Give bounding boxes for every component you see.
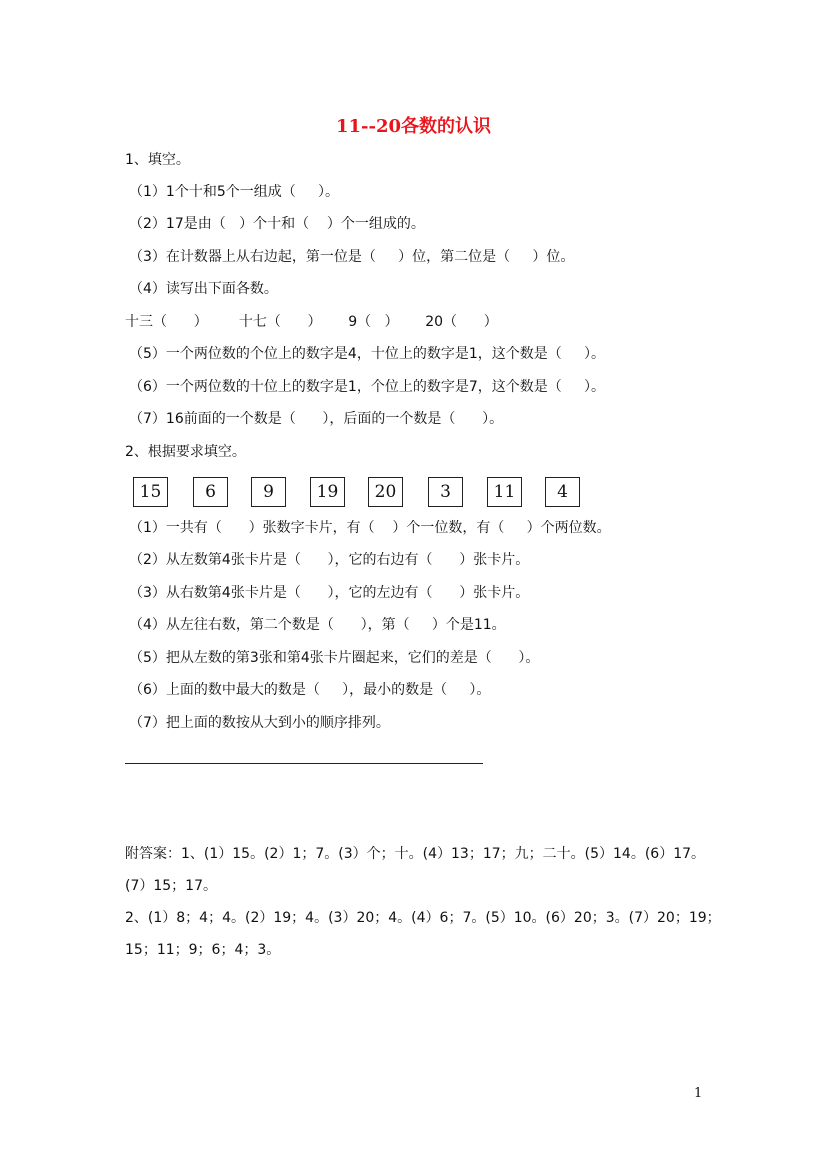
number-card: 15 <box>133 477 168 507</box>
answer-key-line: 2、(1）8；4；4。(2）19；4。(3）20；4。(4）6；7。(5）10。(6）20；3。(7）20；19； <box>125 910 721 926</box>
question-1-4-numbers: 十三（ ） 十七（ ） 9（ ） 20（ ） <box>125 314 498 330</box>
number-card: 19 <box>310 477 345 507</box>
number-card: 6 <box>193 477 228 507</box>
number-card: 4 <box>545 477 580 507</box>
answer-underline <box>125 763 483 764</box>
answer-key-line: 附答案：1、(1）15。(2）1；7。(3）个；十。(4）13；17；九；二十。(5）14。(6）17。 <box>125 846 706 862</box>
answer-key-line: 15；11；9；6；4；3。 <box>125 942 281 958</box>
question-2-4: （4）从左往右数，第二个数是（ ），第（ ）个是11。 <box>129 617 506 633</box>
question-2-3: （3）从右数第4张卡片是（ ），它的左边有（ ）张卡片。 <box>129 585 530 601</box>
answer-key-line: (7）15；17。 <box>125 878 217 894</box>
question-1-1: （1）1个十和5个一组成（ ）。 <box>129 184 339 200</box>
question-2-6: （6）上面的数中最大的数是（ ），最小的数是（ ）。 <box>129 682 491 698</box>
question-2-7: （7）把上面的数按从大到小的顺序排列。 <box>129 715 390 731</box>
question-1-7: （7）16前面的一个数是（ ），后面的一个数是（ ）。 <box>129 411 504 427</box>
question-1-6: （6）一个两位数的十位上的数字是1，个位上的数字是7，这个数是（ ）。 <box>129 379 605 395</box>
section-1-heading: 1、填空。 <box>125 152 190 168</box>
question-1-4: （4）读写出下面各数。 <box>129 281 278 297</box>
number-card: 20 <box>368 477 403 507</box>
question-2-5: （5）把从左数的第3张和第4张卡片圈起来，它们的差是（ ）。 <box>129 650 540 666</box>
page-number: 1 <box>694 1086 703 1101</box>
question-1-3: （3）在计数器上从右边起，第一位是（ ）位，第二位是（ ）位。 <box>129 249 575 265</box>
page-title: 11--20各数的认识 <box>335 116 492 137</box>
question-2-2: （2）从左数第4张卡片是（ ），它的右边有（ ）张卡片。 <box>129 552 530 568</box>
number-card: 11 <box>487 477 522 507</box>
number-card: 9 <box>251 477 286 507</box>
question-1-5: （5）一个两位数的个位上的数字是4，十位上的数字是1，这个数是（ ）。 <box>129 346 605 362</box>
question-1-2: （2）17是由（ ）个十和（ ）个一组成的。 <box>129 216 425 232</box>
question-2-1: （1）一共有（ ）张数字卡片，有（ ）个一位数，有（ ）个两位数。 <box>129 520 611 536</box>
number-card: 3 <box>428 477 463 507</box>
section-2-heading: 2、根据要求填空。 <box>125 444 246 460</box>
